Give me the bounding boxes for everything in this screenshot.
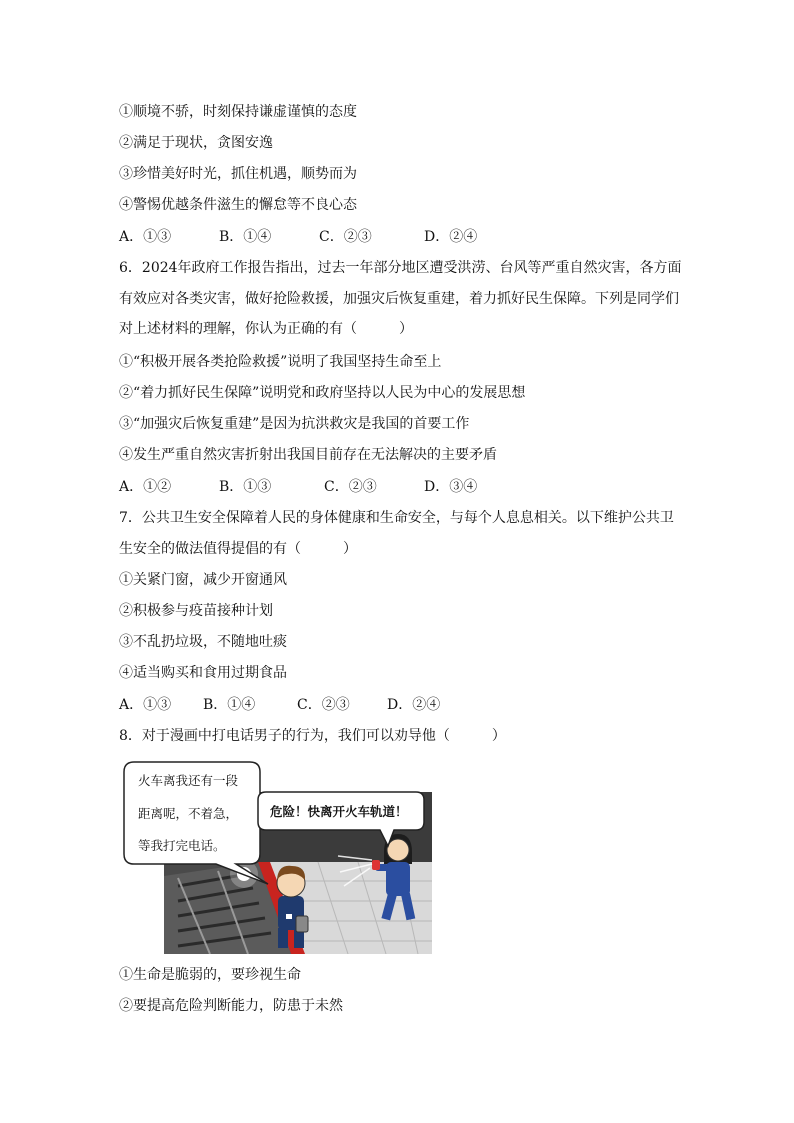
q8-stem: 8．对于漫画中打电话男子的行为，我们可以劝导他（ ）: [119, 728, 506, 744]
q7-stem-line-1: 7．公共卫生安全保障着人民的身体健康和生命安全，与每个人息息相关。以下维护公共卫: [119, 510, 674, 526]
q5-item-2: ②满足于现状，贪图安逸: [119, 135, 273, 151]
q7-option-a: A．①③: [119, 697, 172, 713]
comic-right-bubble-text: 危险！快离开火车轨道！: [270, 804, 408, 819]
q5-option-b: B．①④: [219, 229, 272, 245]
q5-option-c: C．②③: [319, 229, 372, 245]
q6-stem-line-2: 有效应对各类灾害，做好抢险救援，加强灾后恢复重建，着力抓好民生保障。下列是同学们: [119, 291, 679, 307]
q6-item-3: ③“加强灾后恢复重建”是因为抗洪救灾是我国的首要工作: [119, 416, 470, 432]
q6-item-4: ④发生严重自然灾害折射出我国目前存在无法解决的主要矛盾: [119, 447, 497, 463]
q7-option-c: C．②③: [297, 697, 350, 713]
q7-item-3: ③不乱扔垃圾，不随地吐痰: [119, 634, 287, 650]
q8-item-2: ②要提高危险判断能力，防患于未然: [119, 998, 343, 1014]
q6-option-a: A．①②: [119, 479, 172, 495]
q6-stem-line-1: 6．2024年政府工作报告指出，过去一年部分地区遭受洪涝、台风等严重自然灾害，各方面: [119, 260, 682, 276]
q6-option-b: B．①③: [219, 479, 272, 495]
q7-option-d: D．②④: [387, 697, 441, 713]
q7-item-2: ②积极参与疫苗接种计划: [119, 603, 273, 619]
q5-option-d: D．②④: [424, 229, 478, 245]
q6-option-d: D．③④: [424, 479, 478, 495]
q8-item-1: ①生命是脆弱的，要珍视生命: [119, 967, 301, 983]
q6-option-c: C．②③: [324, 479, 377, 495]
q5-option-a: A．①③: [119, 229, 172, 245]
q7-item-1: ①关紧门窗，减少开窗通风: [119, 572, 287, 588]
q6-stem-line-3: 对上述材料的理解，你认为正确的有（ ）: [119, 321, 413, 337]
comic-left-bubble-line-2: 距离呢，不着急，: [138, 806, 239, 821]
q5-item-1: ①顺境不骄，时刻保持谦虚谨慎的态度: [119, 104, 357, 120]
comic-left-bubble-line-1: 火车离我还有一段: [138, 773, 239, 788]
q7-option-b: B．①④: [203, 697, 256, 713]
q6-item-2: ②“着力抓好民生保障”说明党和政府坚持以人民为中心的发展思想: [119, 385, 526, 401]
q6-item-1: ①“积极开展各类抢险救援”说明了我国坚持生命至上: [119, 354, 442, 370]
q7-item-4: ④适当购买和食用过期食品: [119, 665, 287, 681]
comic-left-bubble-line-3: 等我打完电话。: [138, 838, 226, 853]
comic-illustration: [118, 756, 432, 954]
q5-item-3: ③珍惜美好时光，抓住机遇，顺势而为: [119, 166, 357, 182]
q7-stem-line-2: 生安全的做法值得提倡的有（ ）: [119, 541, 357, 557]
q5-item-4: ④警惕优越条件滋生的懈怠等不良心态: [119, 197, 357, 213]
